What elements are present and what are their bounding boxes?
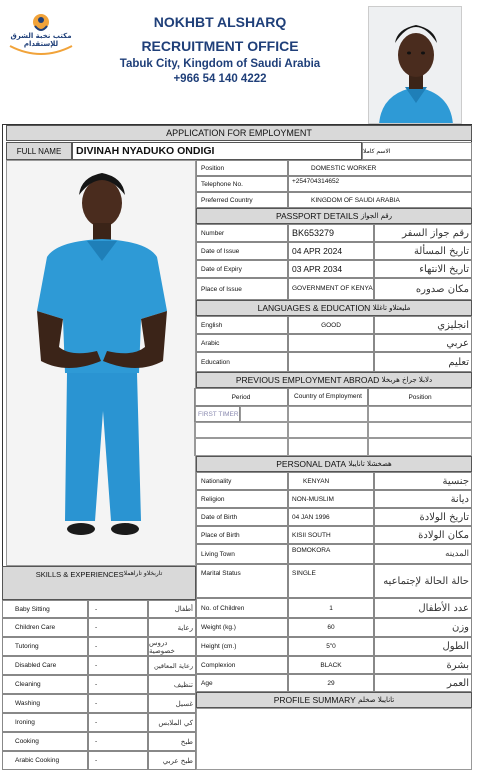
profile-summary-header bbox=[196, 692, 472, 708]
nationality-value: KENYAN bbox=[288, 472, 374, 490]
skill-arabic-cooking-label: Arabic Cooking bbox=[2, 751, 88, 770]
education-label: Education bbox=[196, 352, 288, 372]
skill-disabled-care-value: - bbox=[88, 656, 148, 675]
issue-date-label: Date of Issue bbox=[196, 242, 288, 260]
skills-title: SKILLS & EXPERIENCES bbox=[35, 570, 124, 579]
issue-place-label: Place of Issue bbox=[196, 278, 288, 300]
languages-title: LANGUAGES & EDUCATION bbox=[257, 303, 371, 313]
skill-ironing-value: - bbox=[88, 713, 148, 732]
height-label: Height (cm.) bbox=[196, 637, 288, 656]
children-ar: عدد الأطفال bbox=[374, 598, 472, 618]
religion-label: Religion bbox=[196, 490, 288, 508]
skill-arabic-cooking-ar: طبخ عربي bbox=[148, 751, 196, 770]
skill-children-care-label: Children Care bbox=[2, 618, 88, 637]
pob-ar: مكان الولادة bbox=[374, 526, 472, 544]
children-label: No. of Children bbox=[196, 598, 288, 618]
personal-title: PERSONAL DATA bbox=[276, 459, 347, 469]
skill-washing-ar: غسيل bbox=[148, 694, 196, 713]
employment-position-header: Position bbox=[368, 388, 472, 406]
skill-tutoring-ar: دروس خصوصية bbox=[148, 637, 196, 656]
skill-tutoring-label: Tutoring bbox=[2, 637, 88, 656]
skill-washing-value: - bbox=[88, 694, 148, 713]
skill-cooking-label: Cooking bbox=[2, 732, 88, 751]
employment-country-header: Country of Employment bbox=[288, 388, 368, 406]
passport-header bbox=[196, 208, 472, 224]
personal-header bbox=[196, 456, 472, 472]
employment-first-timer: FIRST TIMER bbox=[194, 406, 240, 422]
children-value: 1 bbox=[288, 598, 374, 618]
marital-ar: حالة الحالة لإجتماعيه bbox=[374, 564, 472, 598]
age-label: Age bbox=[196, 674, 288, 692]
employment-cell bbox=[368, 422, 472, 438]
nationality-ar: جنسية bbox=[374, 472, 472, 490]
complexion-value: BLACK bbox=[288, 656, 374, 674]
profile-summary-title-ar: تانايبلا صخلم bbox=[358, 696, 395, 704]
education-ar: تعليم bbox=[374, 352, 472, 372]
form-title: APPLICATION FOR EMPLOYMENT bbox=[6, 125, 472, 141]
skill-children-care-value: - bbox=[88, 618, 148, 637]
name-label-ar: الاسم كاملا bbox=[362, 142, 472, 160]
living-town-ar: المدينه bbox=[374, 544, 472, 564]
skill-cleaning-value: - bbox=[88, 675, 148, 694]
employment-cell bbox=[288, 406, 368, 422]
height-value: 5"0 bbox=[288, 637, 374, 656]
skill-cooking-ar: طبخ bbox=[148, 732, 196, 751]
issue-place-ar: مكان صدوره bbox=[374, 278, 472, 300]
position-label: Position bbox=[196, 160, 288, 176]
skill-tutoring-value: - bbox=[88, 637, 148, 656]
passport-number-label: Number bbox=[196, 224, 288, 242]
skill-disabled-care-ar: رعاية المعاقين bbox=[148, 656, 196, 675]
skill-baby-sitting-label: Baby Sitting bbox=[2, 600, 88, 618]
height-ar: الطول bbox=[374, 637, 472, 656]
company-city: Tabuk City, Kingdom of Saudi Arabia bbox=[119, 58, 321, 70]
company-subtitle: RECRUITMENT OFFICE bbox=[141, 38, 299, 54]
employment-cell bbox=[288, 438, 368, 456]
skill-ironing-ar: كي الملابس bbox=[148, 713, 196, 732]
skill-ironing-label: Ironing bbox=[2, 713, 88, 732]
employment-title: PREVIOUS EMPLOYMENT ABROAD bbox=[235, 375, 380, 385]
passport-number-ar: رقم جواز السفر bbox=[374, 224, 472, 242]
complexion-ar: بشرة bbox=[374, 656, 472, 674]
name-value: DIVINAH NYADUKO ONDIGI bbox=[72, 142, 362, 160]
skill-washing-label: Washing bbox=[2, 694, 88, 713]
employment-period-header: Period bbox=[194, 388, 288, 406]
name-label: FULL NAME bbox=[6, 142, 72, 160]
arabic-value bbox=[288, 334, 374, 352]
company-phone: +966 54 140 4222 bbox=[173, 73, 267, 85]
dob-value: 04 JAN 1996 bbox=[288, 508, 374, 526]
employment-cell bbox=[240, 406, 288, 422]
age-ar: العمر bbox=[374, 674, 472, 692]
passport-title: PASSPORT DETAILS bbox=[275, 211, 359, 221]
telephone-value: +254704314652 bbox=[288, 176, 472, 192]
dob-ar: تاريخ الولادة bbox=[374, 508, 472, 526]
age-value: 29 bbox=[288, 674, 374, 692]
personal-title-ar: هصخشلا تانايبلا bbox=[348, 460, 392, 468]
english-ar: انجليزي bbox=[374, 316, 472, 334]
english-label: English bbox=[196, 316, 288, 334]
logo-text: مكتب نخبة الشرق للإستقدام bbox=[10, 32, 72, 48]
expiry-date-value: 03 APR 2034 bbox=[288, 260, 374, 278]
employment-cell bbox=[368, 406, 472, 422]
arabic-label: Arabic bbox=[196, 334, 288, 352]
skills-header bbox=[2, 566, 196, 600]
skill-baby-sitting-value: - bbox=[88, 600, 148, 618]
languages-title-ar: مليعتلاو تاغللا bbox=[372, 304, 411, 312]
skill-baby-sitting-ar: أطفال bbox=[148, 600, 196, 618]
nationality-label: Nationality bbox=[196, 472, 288, 490]
headshot-photo bbox=[368, 6, 462, 124]
education-value bbox=[288, 352, 374, 372]
passport-number-value: BK653279 bbox=[288, 224, 374, 242]
expiry-date-ar: تاريخ الانتهاء bbox=[374, 260, 472, 278]
preferred-country-value: KINGDOM OF SAUDI ARABIA bbox=[288, 192, 472, 208]
living-town-label: Living Town bbox=[196, 544, 288, 564]
skill-children-care-ar: رعاية bbox=[148, 618, 196, 637]
employment-header bbox=[196, 372, 472, 388]
company-name: NOKHBT ALSHARQ bbox=[153, 14, 287, 30]
pob-label: Place of Birth bbox=[196, 526, 288, 544]
weight-value: 60 bbox=[288, 618, 374, 637]
skills-title-ar: تاربخلاو تاراهملا bbox=[123, 570, 163, 577]
issue-date-value: 04 APR 2024 bbox=[288, 242, 374, 260]
skill-cleaning-ar: تنظيف bbox=[148, 675, 196, 694]
passport-title-ar: رقم الجواز bbox=[360, 212, 393, 220]
religion-value: NON-MUSLIM bbox=[288, 490, 374, 508]
dob-label: Date of Birth bbox=[196, 508, 288, 526]
profile-summary-title: PROFILE SUMMARY bbox=[273, 695, 356, 705]
employment-cell bbox=[194, 422, 288, 438]
employment-cell bbox=[194, 438, 288, 456]
employment-cell bbox=[368, 438, 472, 456]
weight-label: Weight (kg.) bbox=[196, 618, 288, 637]
skill-disabled-care-label: Disabled Care bbox=[2, 656, 88, 675]
skills-table bbox=[2, 600, 196, 770]
pob-value: KISII SOUTH bbox=[288, 526, 374, 544]
living-town-value: BOMOKORA bbox=[288, 544, 374, 564]
employment-title-ar: دلابلا جراخ هربخلا bbox=[381, 376, 433, 384]
employment-cell bbox=[288, 422, 368, 438]
issue-place-value: GOVERNMENT OF KENYA bbox=[288, 278, 374, 300]
name-row bbox=[6, 142, 472, 160]
complexion-label: Complexion bbox=[196, 656, 288, 674]
issue-date-ar: تاريخ المسألة bbox=[374, 242, 472, 260]
expiry-date-label: Date of Expiry bbox=[196, 260, 288, 278]
header bbox=[0, 0, 480, 124]
employment-table bbox=[194, 388, 472, 456]
religion-ar: ديانة bbox=[374, 490, 472, 508]
marital-value: SINGLE bbox=[288, 564, 374, 598]
languages-header bbox=[196, 300, 472, 316]
personal-table bbox=[196, 472, 472, 692]
skill-cleaning-label: Cleaning bbox=[2, 675, 88, 694]
position-value: DOMESTIC WORKER bbox=[288, 160, 472, 176]
preferred-country-label: Preferred Country bbox=[196, 192, 288, 208]
skill-arabic-cooking-value: - bbox=[88, 751, 148, 770]
skill-cooking-value: - bbox=[88, 732, 148, 751]
full-body-photo bbox=[6, 160, 196, 566]
marital-label: Marital Status bbox=[196, 564, 288, 598]
english-value: GOOD bbox=[288, 316, 374, 334]
profile-summary-body bbox=[196, 708, 472, 770]
arabic-ar: عربي bbox=[374, 334, 472, 352]
telephone-label: Telephone No. bbox=[196, 176, 288, 192]
weight-ar: وزن bbox=[374, 618, 472, 637]
